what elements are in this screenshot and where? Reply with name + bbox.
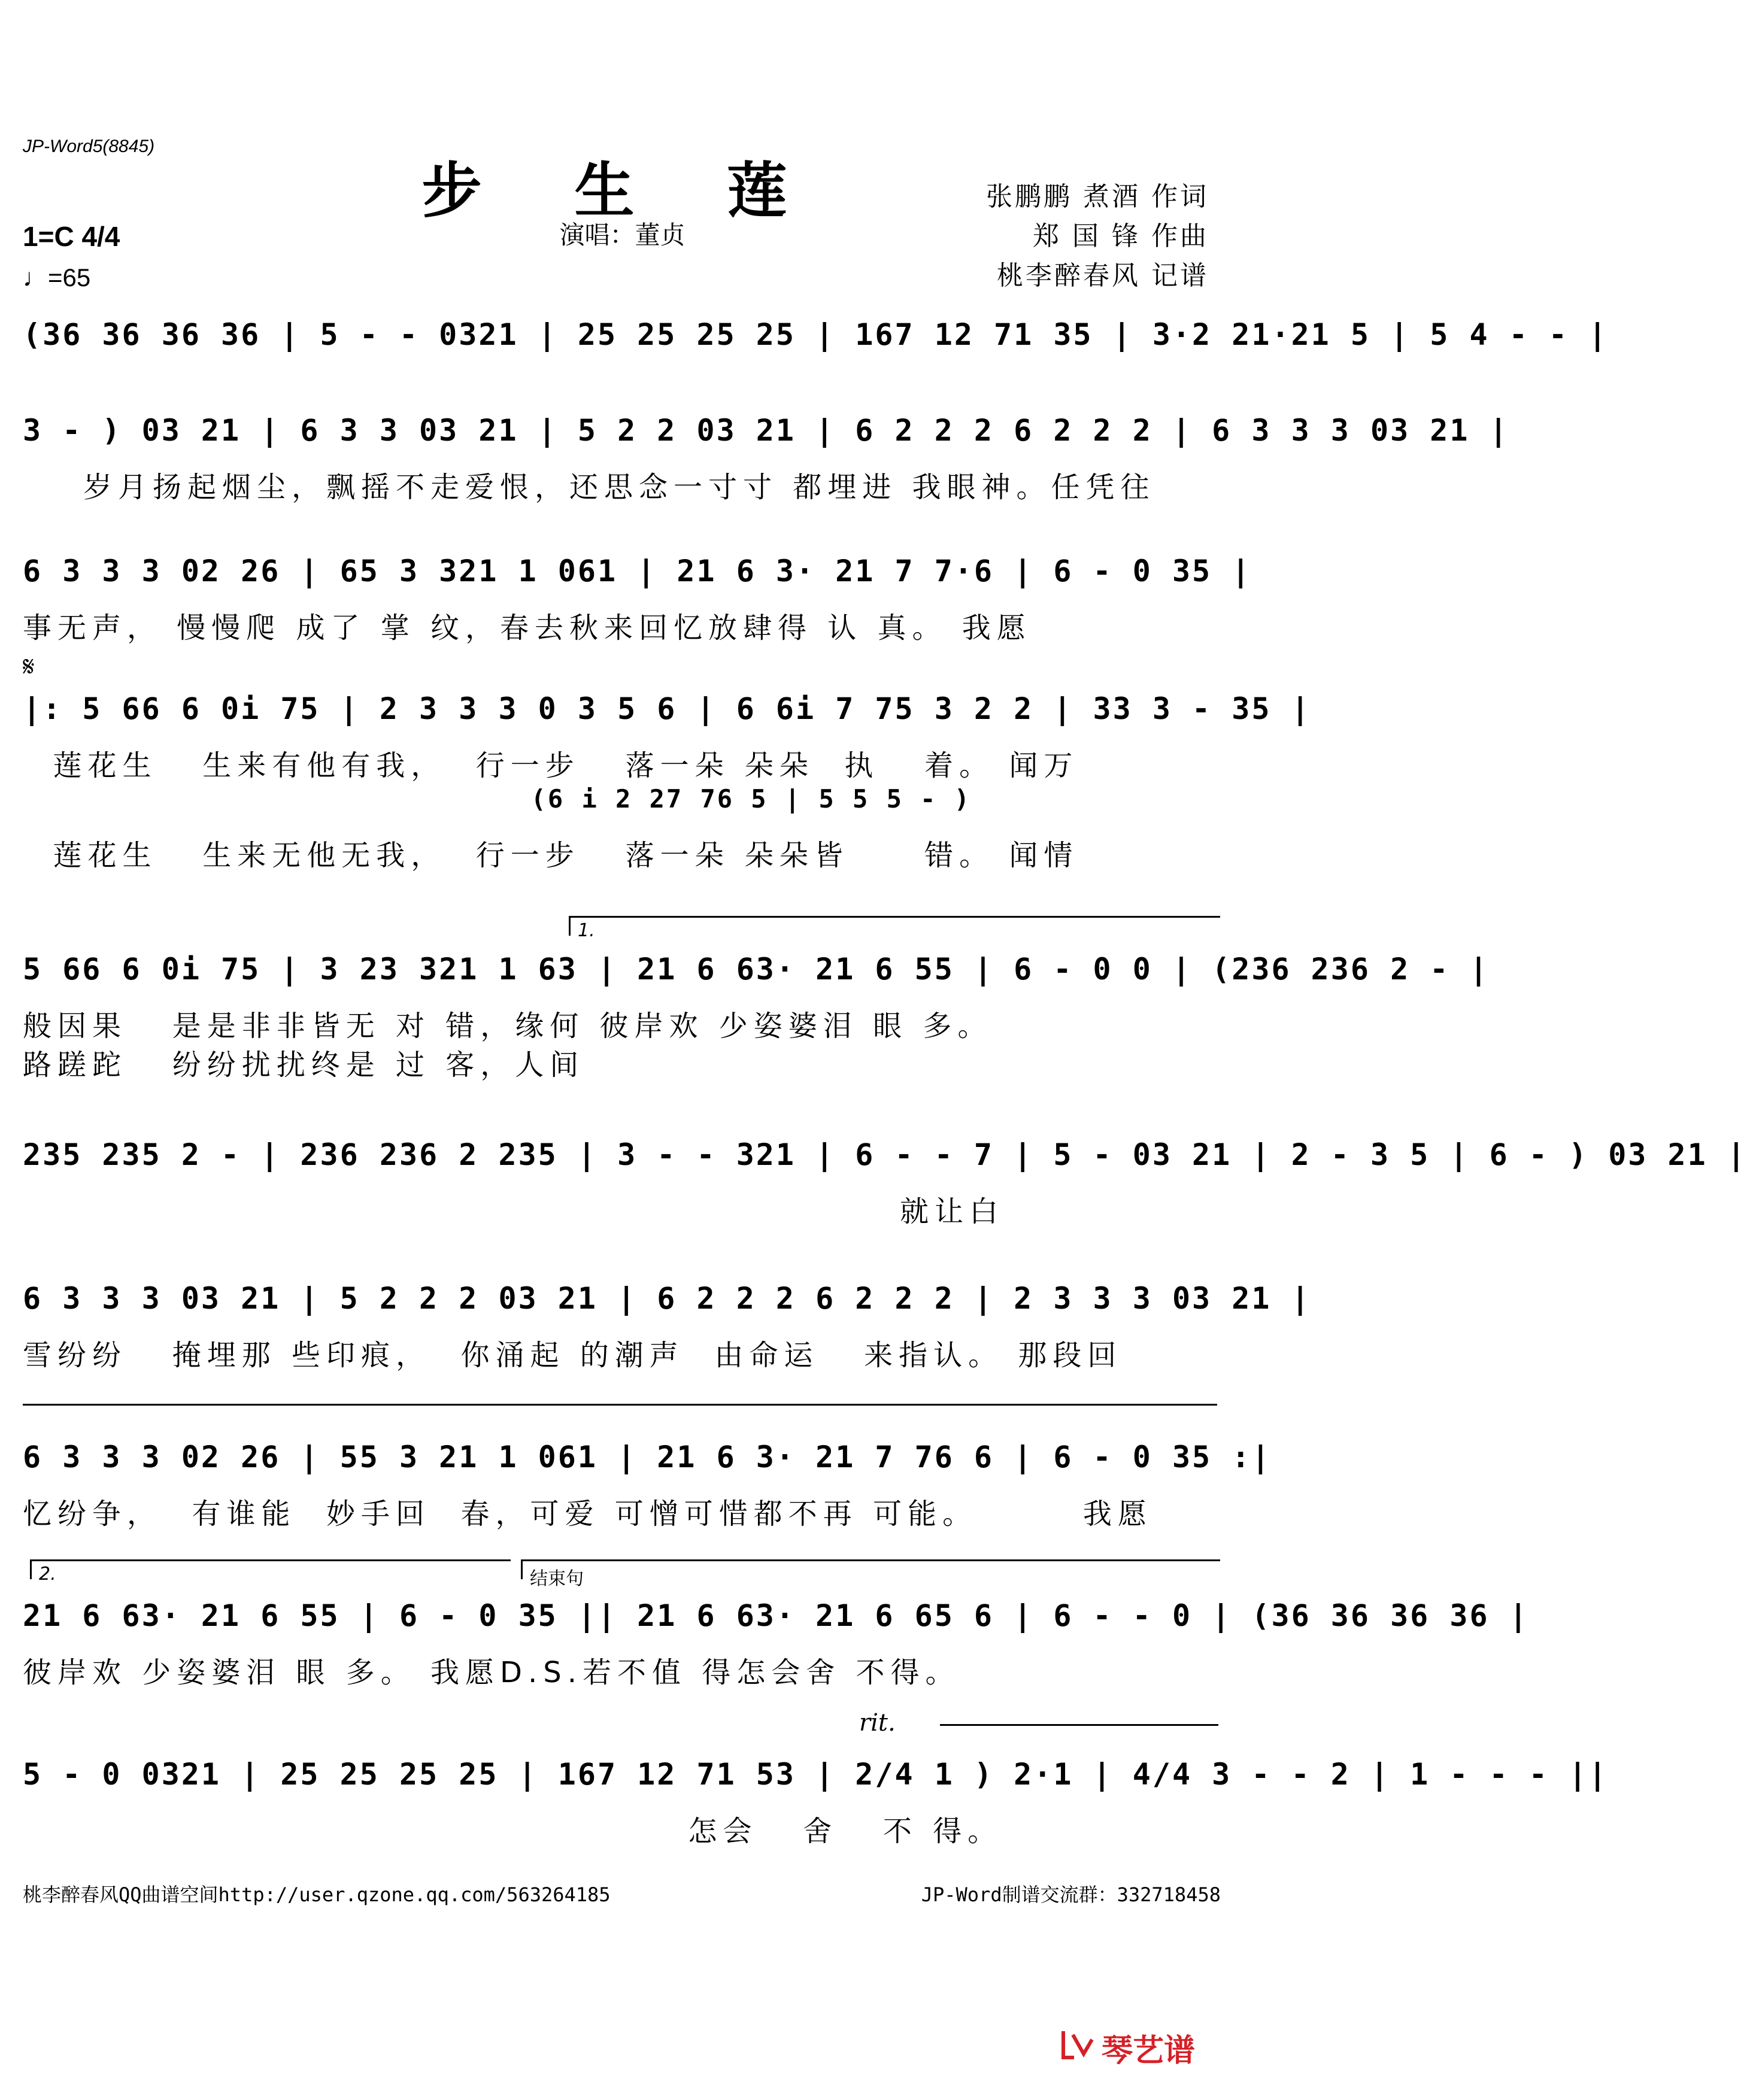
volta-2-label: 2.	[39, 1564, 56, 1585]
ritardando-mark: rit.	[859, 1709, 896, 1737]
lyricist-credit: 张鹏鹏 煮酒 作词	[986, 181, 1209, 212]
volta-2-bracket	[30, 1559, 511, 1585]
footer-right-group: JP-Word制谱交流群：332718458	[921, 1883, 1221, 1906]
score-row-5	[23, 946, 1490, 1090]
score-row-4-verse2	[23, 832, 1222, 874]
score-row-7	[23, 1275, 1311, 1377]
score-row-9	[23, 1592, 1529, 1694]
score-row-4-interlude	[23, 784, 1222, 826]
qinyipu-logo-icon	[1060, 2026, 1096, 2062]
coda-label: 结束句	[530, 1568, 584, 1589]
lyric-line: 彼岸欢 少姿婆泪 眼 多。 我愿D.S.若不值 得怎会舍 不得。	[23, 1656, 960, 1689]
notes-line: |: 5 66 6 0i 75 | 2 3 3 3 0 3 5 6 | 6 6i 7 75 3 2 2 | 33 3 - 35 |	[23, 691, 1311, 726]
repeat-bracket-line	[23, 1404, 1217, 1406]
score-row-3	[23, 548, 1252, 650]
notes-line: (6 i 2 27 76 5 | 5 5 5 - )	[23, 784, 972, 814]
lyric-line: 怎会 舍 不 得。	[23, 1814, 1003, 1848]
notes-line: 21 6 63· 21 6 55 | 6 - 0 35 || 21 6 63· 21 6 65 6 | 6 - - 0 | (36 36 36 36 |	[23, 1598, 1529, 1633]
watermark-text: 琴艺谱	[1102, 2033, 1196, 2069]
notes-line: 5 - 0 0321 | 25 25 25 25 | 167 12 71 53 | 2/4 1 ) 2·1 | 4/4 3 - - 2 | 1 - - - ||	[23, 1757, 1609, 1792]
notes-line: 6 3 3 3 02 26 | 55 3 21 1 061 | 21 6 3· 21 7 76 6 | 6 - 0 35 :|	[23, 1440, 1272, 1474]
lyric-line: 莲花生 生来无他无我， 行一步 落一朵 朵朵皆 错。 闻情	[23, 839, 1079, 872]
score-row-8	[23, 1434, 1272, 1535]
lyric-line: 就让白	[23, 1195, 1004, 1228]
coda-bracket	[521, 1559, 1220, 1589]
volta-1-bracket	[569, 916, 1220, 941]
transcriber-credit: 桃李醉春风 记谱	[997, 260, 1209, 291]
score-row-6	[23, 1131, 1747, 1233]
notes-line: 6 3 3 3 03 21 | 5 2 2 2 03 21 | 6 2 2 2 6 2 2 2 | 2 3 3 3 03 21 |	[23, 1281, 1311, 1316]
notes-line: 5 66 6 0i 75 | 3 23 321 1 63 | 21 6 63· 21 6 55 | 6 - 0 0 | (236 236 2 - |	[23, 952, 1490, 987]
lyric-line: 般因果 是是非非皆无 对 错，缘何 彼岸欢 少姿婆泪 眼 多。	[23, 1009, 993, 1043]
lyric-line: 岁月扬起烟尘，飘摇不走爱恨，还思念一寸寸 都埋进 我眼神。任凭往	[23, 471, 1155, 504]
composer-credit: 郑 国 锋 作曲	[1033, 221, 1209, 251]
lyric-line: 莲花生 生来有他有我， 行一步 落一朵 朵朵 执 着。 闻万	[23, 749, 1079, 782]
score-row-10	[23, 1751, 1609, 1853]
notes-line: 235 235 2 - | 236 236 2 235 | 3 - - 321 | 6 - - 7 | 5 - 03 21 | 2 - 3 5 | 6 - ) 03 21 |	[23, 1137, 1747, 1172]
lyric-line: 事无声， 慢慢爬 成了 掌 纹，春去秋来回忆放肆得 认 真。 我愿	[23, 611, 1032, 645]
lyric-line: 雪纷纷 掩埋那 些印痕， 你涌起 的潮声 由命运 来指认。 那段回	[23, 1339, 1123, 1372]
notes-line: 6 3 3 3 02 26 | 65 3 321 1 061 | 21 6 3· 21 7 7·6 | 6 - 0 35 |	[23, 554, 1252, 588]
rit-bracket-line	[940, 1724, 1218, 1726]
song-title: 步 生 莲	[421, 155, 823, 226]
singer-label: 演唱：董贞	[559, 220, 686, 250]
tempo-marking: ♩=65	[23, 263, 91, 292]
score-row-1	[23, 311, 1609, 371]
score-row-2	[23, 407, 1509, 509]
notes-line: 3 - ) 03 21 | 6 3 3 03 21 | 5 2 2 03 21 | 6 2 2 2 6 2 2 2 | 6 3 3 3 03 21 |	[23, 413, 1509, 448]
segno-sign: 𝄋	[23, 650, 35, 682]
volta-1-label: 1.	[578, 920, 595, 941]
key-signature: 1=C 4/4	[23, 221, 120, 252]
score-row-4	[23, 685, 1311, 787]
notes-line: (36 36 36 36 | 5 - - 0321 | 25 25 25 25 | 167 12 71 35 | 3·2 21·21 5 | 5 4 - - |	[23, 317, 1609, 352]
lyric-line: 忆纷争， 有谁能 妙手回 春，可爱 可憎可惜都不再 可能。 我愿	[23, 1497, 1152, 1531]
lyric-line: 路蹉跎 纷纷扰扰终是 过 客，人间	[23, 1048, 585, 1082]
footer-left-url[interactable]: 桃李醉春风QQ曲谱空间http://user.qzone.qq.com/563264185	[23, 1883, 611, 1906]
software-label: JP-Word5(8845)	[23, 136, 155, 156]
